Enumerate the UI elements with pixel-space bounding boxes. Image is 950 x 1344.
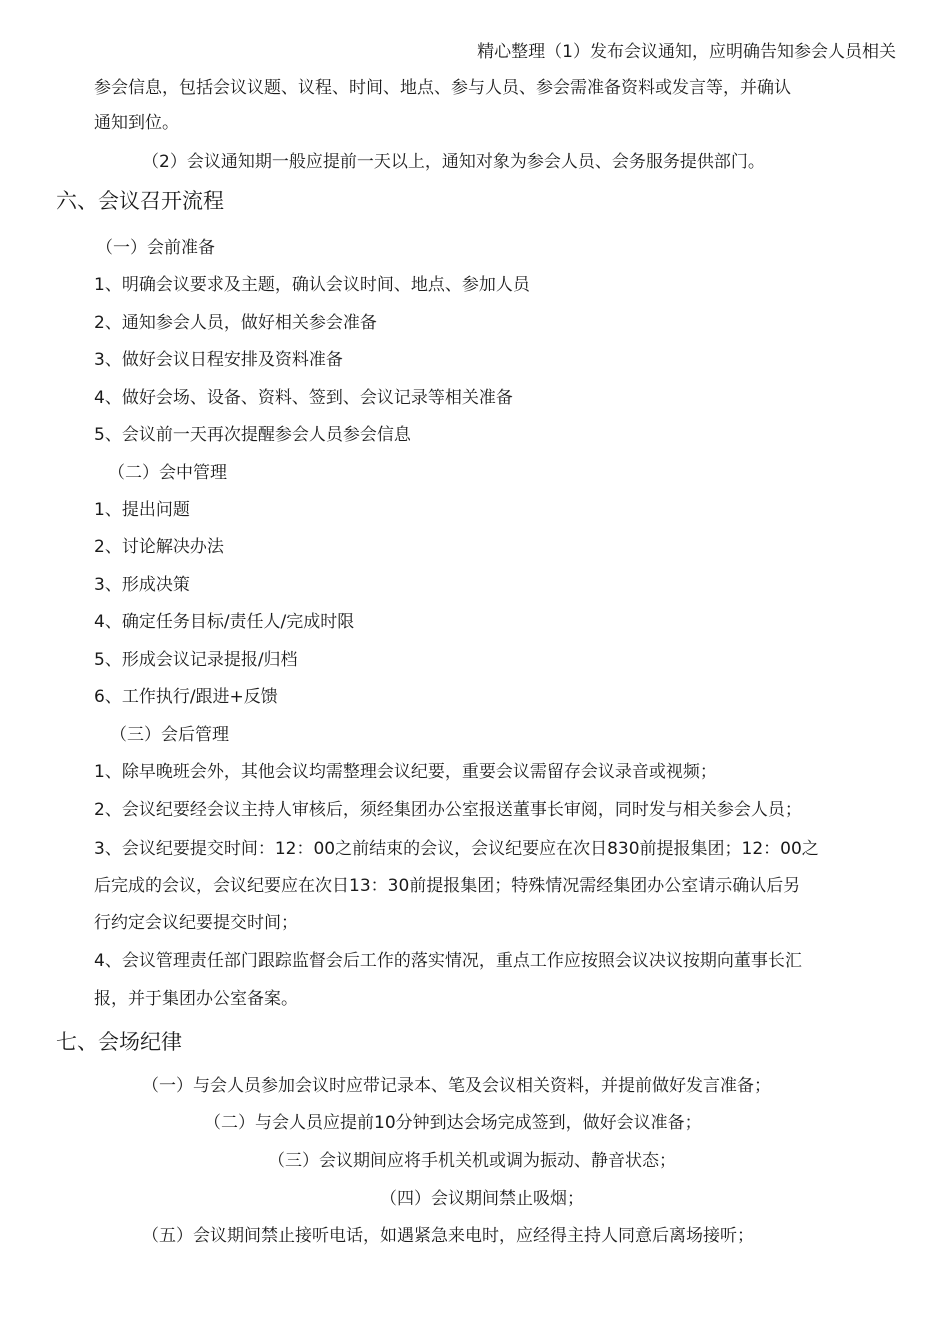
mid-meeting-title: （二）会中管理 bbox=[108, 463, 227, 483]
list-item: 3、做好会议日程安排及资料准备 bbox=[94, 350, 343, 370]
list-item: 2、讨论解决办法 bbox=[94, 537, 224, 557]
list-item: （五）会议期间禁止接听电话，如遇紧急来电时，应经得主持人同意后离场接听； bbox=[142, 1226, 754, 1246]
intro-line-1: 精心整理（1）发布会议通知，应明确告知参会人员相关 bbox=[477, 42, 896, 62]
list-item: 1、明确会议要求及主题，确认会议时间、地点、参加人员 bbox=[94, 275, 530, 295]
list-item: 5、会议前一天再次提醒参会人员参会信息 bbox=[94, 425, 411, 445]
paragraph-line: 2、会议纪要经会议主持人审核后，须经集团办公室报送董事长审阅，同时发与相关参会人员； bbox=[94, 800, 802, 820]
post-meeting-title: （三）会后管理 bbox=[110, 725, 229, 745]
list-item: 4、确定任务目标/责任人/完成时限 bbox=[94, 612, 355, 632]
pre-meeting-title: （一）会前准备 bbox=[96, 238, 215, 258]
list-item: 2、通知参会人员，做好相关参会准备 bbox=[94, 313, 377, 333]
paragraph-line: 行约定会议纪要提交时间； bbox=[94, 913, 298, 933]
list-item: 6、工作执行/跟进+反馈 bbox=[94, 687, 278, 707]
intro-line-2: 参会信息，包括会议议题、议程、时间、地点、参与人员、参会需准备资料或发言等，并确认 bbox=[94, 78, 791, 98]
list-item: 3、形成决策 bbox=[94, 575, 190, 595]
paragraph-line: 4、会议管理责任部门跟踪监督会后工作的落实情况，重点工作应按照会议决议按期向董事长汇 bbox=[94, 951, 802, 971]
section-7-title: 七、会场纪律 bbox=[56, 1030, 182, 1054]
paragraph-line: 1、除早晚班会外，其他会议均需整理会议纪要，重要会议需留存会议录音或视频； bbox=[94, 762, 717, 782]
list-item: （一）与会人员参加会议时应带记录本、笔及会议相关资料，并提前做好发言准备； bbox=[142, 1076, 771, 1096]
list-item: 4、做好会场、设备、资料、签到、会议记录等相关准备 bbox=[94, 388, 513, 408]
list-item: 1、提出问题 bbox=[94, 500, 190, 520]
paragraph-line: 报，并于集团办公室备案。 bbox=[94, 989, 298, 1009]
list-item: （四）会议期间禁止吸烟； bbox=[380, 1189, 584, 1209]
list-item: 5、形成会议记录提报/归档 bbox=[94, 650, 298, 670]
section-6-title: 六、会议召开流程 bbox=[56, 189, 224, 213]
intro-line-4: （2）会议通知期一般应提前一天以上，通知对象为参会人员、会务服务提供部门。 bbox=[142, 152, 765, 172]
list-item: （二）与会人员应提前10分钟到达会场完成签到，做好会议准备； bbox=[204, 1113, 702, 1133]
intro-line-3: 通知到位。 bbox=[94, 113, 179, 133]
paragraph-line: 后完成的会议，会议纪要应在次日13：30前提报集团；特殊情况需经集团办公室请示确认后另 bbox=[94, 876, 801, 896]
paragraph-line: 3、会议纪要提交时间：12：00之前结束的会议，会议纪要应在次日830前提报集团；12：00之 bbox=[94, 839, 819, 859]
list-item: （三）会议期间应将手机关机或调为振动、静音状态； bbox=[268, 1151, 676, 1171]
